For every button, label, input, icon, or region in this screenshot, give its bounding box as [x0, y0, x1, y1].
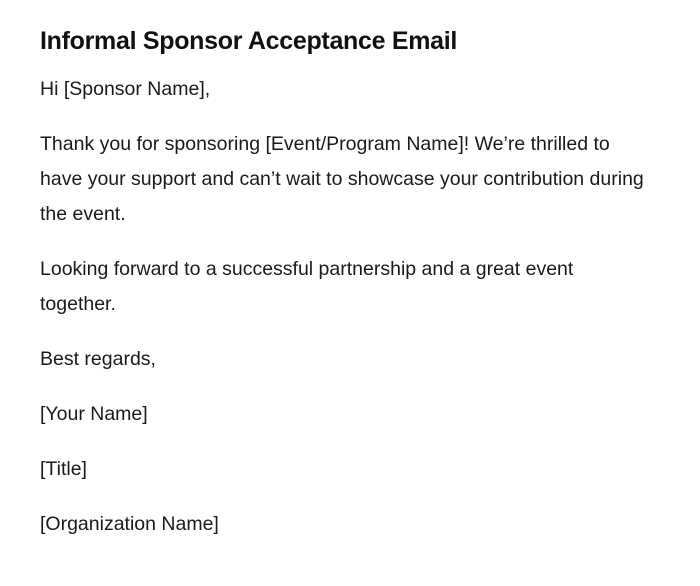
signature-title: [Title] [40, 458, 87, 480]
closing-line: Best regards, [40, 348, 156, 370]
signature-organization: [Organization Name] [40, 513, 219, 535]
body-paragraph-thanks: Thank you for sponsoring [Event/Program Name]! We’re thrilled to have your support and can’t wait to showcase your contribution during the event. [40, 133, 644, 225]
signature-name: [Your Name] [40, 403, 148, 425]
greeting-line: Hi [Sponsor Name], [40, 78, 211, 100]
body-paragraph-closing-note: Looking forward to a successful partnership and a great event together. [40, 258, 574, 315]
document-title: Informal Sponsor Acceptance Email [40, 27, 458, 55]
